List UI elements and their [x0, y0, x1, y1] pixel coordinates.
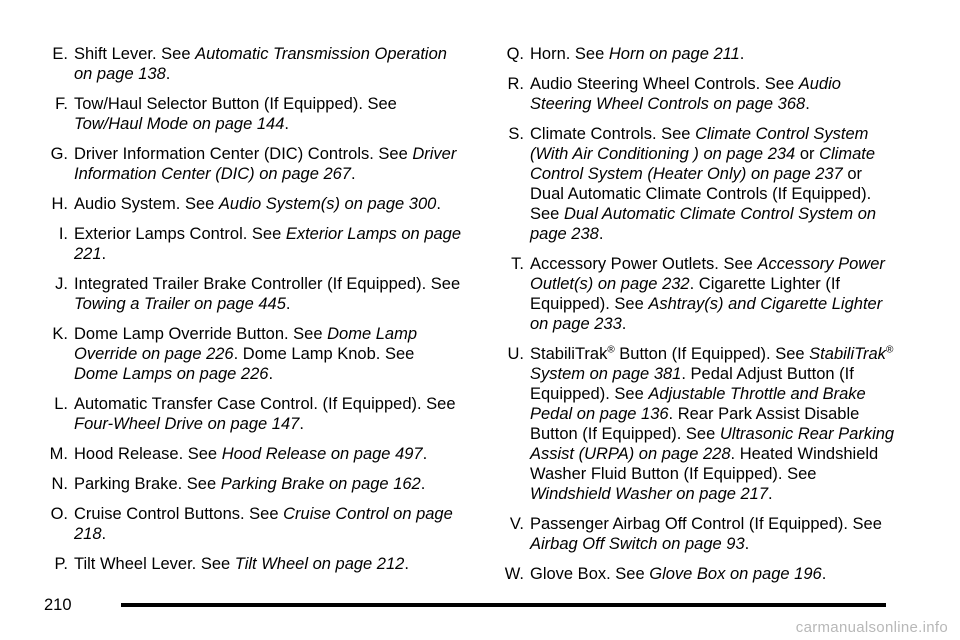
registered-mark: ® — [607, 344, 615, 356]
legend-letter: W. — [504, 565, 524, 583]
description-text: Integrated Trailer Brake Controller (If Equipped). See — [74, 275, 461, 293]
description-text: . — [284, 115, 289, 133]
legend-letter: S. — [508, 125, 524, 143]
description-text: . — [436, 195, 441, 213]
legend-letter: U. — [507, 345, 524, 363]
page-reference: Audio System(s) on page 300 — [218, 195, 437, 213]
description-text: Button (If Equipped). See — [614, 345, 810, 363]
description-text: . — [598, 225, 604, 243]
legend-description — [74, 94, 462, 134]
description-text: . — [739, 45, 745, 63]
description-text: . — [101, 245, 107, 263]
description-text: Dome Lamp Override Button. See — [74, 325, 328, 343]
legend-letter: R. — [507, 75, 524, 93]
description-text: . Heated Windshield Washer Fluid Button (If Equipped). See — [530, 445, 879, 483]
right-column — [478, 44, 898, 594]
description-text: . Rear Park Assist Disable Button (If Equipped). See — [530, 405, 860, 443]
legend-item — [22, 224, 462, 264]
legend-description — [530, 344, 898, 504]
page-reference: Cruise Control on page 218 — [74, 505, 453, 543]
description-text: Cruise Control Buttons. See — [74, 505, 284, 523]
watermark: carmanualsonline.info — [795, 619, 948, 636]
legend-description — [74, 474, 462, 494]
page-reference: ® — [885, 344, 894, 356]
description-text: . — [285, 295, 291, 313]
page-reference: Ashtray(s) and Cigarette Lighter on page 233 — [530, 295, 883, 333]
legend-description — [74, 324, 462, 384]
description-text: Tow/Haul Selector Button (If Equipped). See — [74, 95, 397, 113]
footer-rule — [121, 603, 886, 607]
description-text: Horn. See — [530, 45, 609, 63]
description-text: . — [805, 95, 810, 113]
page-reference: Glove Box on page 196 — [649, 565, 822, 583]
description-text: Exterior Lamps Control. See — [74, 225, 286, 243]
legend-description — [74, 274, 462, 314]
legend-letter: Q. — [506, 45, 524, 63]
legend-letter: K. — [52, 325, 68, 343]
legend-description — [530, 514, 898, 554]
page-reference: Automatic Transmission Operation on page 138 — [74, 45, 447, 83]
legend-item — [22, 194, 462, 214]
description-text: Passenger Airbag Off Control (If Equipped). See — [530, 515, 882, 533]
legend-item — [22, 44, 462, 84]
legend-letter: F. — [55, 95, 68, 113]
description-text: . — [350, 165, 356, 183]
page-reference: Accessory Power Outlet(s) on page 232 — [530, 255, 885, 293]
description-text: . — [268, 365, 274, 383]
description-text: Audio Steering Wheel Controls. See — [530, 75, 799, 93]
legend-item — [478, 74, 898, 114]
page-reference: Dual Automatic Climate Control System on page 238 — [530, 205, 877, 243]
page-reference: Climate Control System (Heater Only) on page 237 — [530, 145, 876, 183]
page-reference: Exterior Lamps on page 221 — [74, 225, 462, 263]
legend-description — [74, 194, 462, 214]
page-reference: Audio Steering Wheel Controls on page 368 — [530, 75, 841, 113]
description-text: . — [165, 65, 171, 83]
legend-description — [74, 504, 462, 544]
page-reference: Towing a Trailer on page 445 — [74, 295, 286, 313]
legend-item — [478, 124, 898, 244]
legend-item — [478, 344, 898, 504]
description-text: Accessory Power Outlets. See — [530, 255, 758, 273]
description-text: . Pedal Adjust Button (If Equipped). See — [530, 365, 854, 403]
legend-letter: J. — [55, 275, 68, 293]
page-reference: Hood Release on page 497 — [221, 445, 423, 463]
legend-letter: G. — [50, 145, 68, 163]
description-text: . — [101, 525, 107, 543]
legend-description — [530, 124, 898, 244]
page-reference: Adjustable Throttle and Brake Pedal on page 136 — [530, 385, 866, 423]
legend-item — [22, 394, 462, 434]
page-reference: Horn on page 211 — [608, 45, 740, 63]
page-reference: Four-Wheel Drive on page 147 — [74, 415, 300, 433]
description-text: . — [299, 415, 304, 433]
page-reference: Tilt Wheel on page 212 — [234, 555, 405, 573]
page-number: 210 — [44, 596, 72, 614]
legend-description — [530, 44, 898, 64]
page-reference: StabiliTrak — [809, 345, 886, 363]
legend-item — [478, 514, 898, 554]
description-text: or Dual Automatic Climate Controls (If Equipped). See — [530, 165, 872, 223]
page-reference: Airbag Off Switch on page 93 — [530, 535, 745, 553]
description-text: . — [420, 475, 426, 493]
description-text: Climate Controls. See — [530, 125, 696, 143]
legend-item — [22, 274, 462, 314]
legend-description — [74, 224, 462, 264]
legend-description — [74, 44, 462, 84]
legend-item — [478, 254, 898, 334]
description-text: Automatic Transfer Case Control. (If Equipped). See — [74, 395, 456, 413]
description-text: . — [768, 485, 773, 503]
legend-letter: P. — [54, 555, 68, 573]
legend-description — [530, 564, 898, 584]
page-reference: System on page 381 — [530, 365, 682, 383]
legend-description — [74, 394, 462, 434]
legend-letter: V. — [509, 515, 524, 533]
page-reference: Dome Lamps on page 226 — [74, 365, 269, 383]
left-column — [22, 44, 462, 584]
legend-letter: T. — [511, 255, 524, 273]
page-reference: Driver Information Center (DIC) on page 267 — [74, 145, 457, 183]
legend-item — [22, 554, 462, 574]
description-text: . — [821, 565, 827, 583]
legend-letter: L. — [54, 395, 68, 413]
description-text: . — [744, 535, 750, 553]
legend-description — [74, 554, 462, 574]
page-reference: Dome Lamp Override on page 226 — [74, 325, 417, 363]
description-text: StabiliTrak — [530, 345, 608, 363]
description-text: Driver Information Center (DIC) Controls. See — [74, 145, 413, 163]
description-text: . Cigarette Lighter (If Equipped). See — [530, 275, 841, 313]
legend-item — [22, 324, 462, 384]
legend-letter: I. — [58, 225, 68, 243]
description-text: Parking Brake. See — [74, 475, 221, 493]
legend-item — [22, 474, 462, 494]
description-text: . — [404, 555, 409, 573]
legend-letter: H. — [51, 195, 68, 213]
page-reference: Climate Control System (With Air Conditioning ) on page 234 — [530, 125, 869, 163]
description-text: Tilt Wheel Lever. See — [74, 555, 235, 573]
legend-description — [74, 144, 462, 184]
legend-description — [530, 254, 898, 334]
page-reference: Tow/Haul Mode on page 144 — [74, 115, 285, 133]
description-text: or — [795, 145, 820, 163]
legend-item — [22, 444, 462, 464]
page-reference: Ultrasonic Rear Parking Assist (URPA) on page 228 — [530, 425, 895, 463]
legend-description — [530, 74, 898, 114]
description-text: Hood Release. See — [74, 445, 222, 463]
description-text: Glove Box. See — [530, 565, 650, 583]
legend-description — [74, 444, 462, 464]
legend-item — [22, 94, 462, 134]
legend-letter: O. — [50, 505, 68, 523]
legend-item — [478, 564, 898, 584]
legend-item — [22, 144, 462, 184]
legend-letter: E. — [52, 45, 68, 63]
page-reference: Windshield Washer on page 217 — [530, 485, 769, 503]
legend-letter: M. — [49, 445, 68, 463]
page-reference: Parking Brake on page 162 — [220, 475, 421, 493]
legend-item — [22, 504, 462, 544]
description-text: . — [621, 315, 627, 333]
description-text: . Dome Lamp Knob. See — [233, 345, 415, 363]
legend-item — [478, 44, 898, 64]
description-text: Audio System. See — [74, 195, 219, 213]
description-text: . — [422, 445, 428, 463]
description-text: Shift Lever. See — [74, 45, 196, 63]
legend-letter: N. — [51, 475, 68, 493]
